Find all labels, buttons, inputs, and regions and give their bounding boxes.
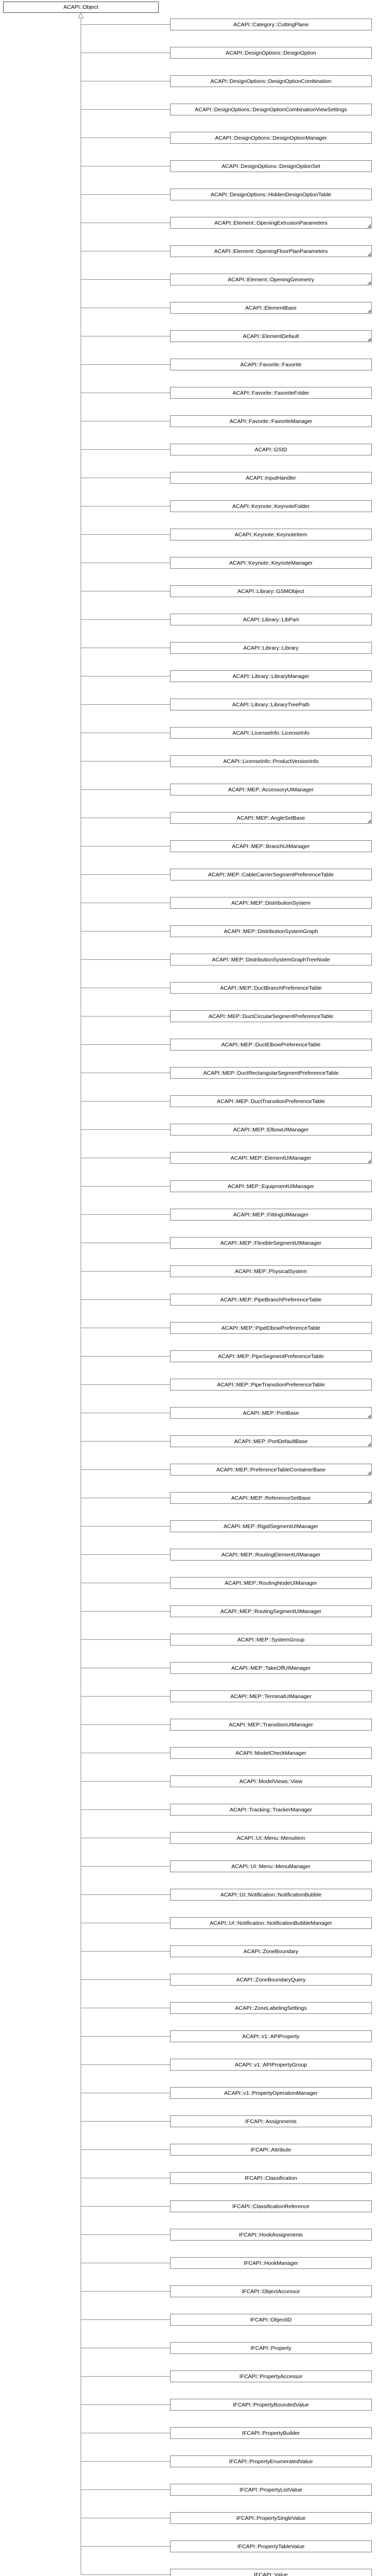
class-node-label: ACAPI::Library::Library <box>243 645 299 651</box>
class-node[interactable] <box>170 1917 372 1929</box>
class-node[interactable] <box>170 2427 372 2439</box>
class-node[interactable] <box>170 727 372 739</box>
class-node-label: ACAPI::Keynote::KeynoteItem <box>234 531 307 538</box>
class-node-label: ACAPI::UI::Menu::MenuManager <box>231 1863 311 1870</box>
class-node[interactable] <box>170 2200 372 2212</box>
class-node-label: ACAPI::Element::OpeningFloorPlanParameters <box>214 248 328 255</box>
class-node-label: ACAPI::MEP::DuctElbowPreferenceTable <box>221 1041 321 1048</box>
class-node[interactable] <box>170 1492 372 1504</box>
class-node-label: ACAPI::MEP::RoutingNodeUIManager <box>225 1580 317 1586</box>
class-node-label: ACAPI::MEP::BranchUIManager <box>232 843 310 850</box>
class-node[interactable] <box>170 1889 372 1901</box>
inheritance-arrow <box>78 13 83 18</box>
fold-corner-icon <box>367 252 371 256</box>
class-node[interactable] <box>170 869 372 880</box>
class-node-label: IFCAPI::Property <box>250 2345 292 2351</box>
class-node[interactable] <box>170 1690 372 1702</box>
class-node-label: ACAPI::ModelViews::View <box>239 1778 303 1785</box>
class-node[interactable] <box>170 529 372 540</box>
class-node[interactable] <box>170 2512 372 2524</box>
root-class-node[interactable] <box>3 2 159 13</box>
class-node-label: ACAPI::Category::CuttingPlane <box>233 21 309 28</box>
fold-corner-icon <box>367 819 371 823</box>
class-node[interactable] <box>170 812 372 824</box>
class-node[interactable] <box>170 1804 372 1816</box>
class-node-label: ACAPI::MEP::EquipmentUIManager <box>227 1183 315 1190</box>
class-node[interactable] <box>170 2569 372 2576</box>
class-node-label: ACAPI::ZoneBoundary <box>243 1948 299 1955</box>
class-node[interactable] <box>170 1095 372 1107</box>
fold-corner-icon <box>367 1159 371 1163</box>
fold-corner-icon <box>367 1414 371 1418</box>
class-node-label: ACAPI::MEP::FlexibleSegmentUIManager <box>220 1240 322 1246</box>
class-node[interactable] <box>170 925 372 937</box>
class-node-label: IFCAPI::PropertySingleValue <box>236 2515 306 2521</box>
class-node-label: ACAPI::v1::APIProperty <box>242 2033 300 2040</box>
class-node-label: ACAPI::ZoneBoundaryQuery <box>236 1976 306 1983</box>
class-node[interactable] <box>170 47 372 59</box>
class-node[interactable] <box>170 2314 372 2326</box>
class-node-label: IFCAPI::PropertyEnumeratedValue <box>229 2458 313 2465</box>
class-node-label: ACAPI::MEP::TerminalUIManager <box>230 1693 312 1700</box>
class-node-label: ACAPI::Element::OpeningExtrusionParameters <box>214 219 328 226</box>
class-node-label: IFCAPI::PropertyBoundedValue <box>233 2401 309 2408</box>
class-node-label: ACAPI::MEP::ElbowUIManager <box>233 1126 309 1133</box>
class-node-label: ACAPI::Keynote::KeynoteFolder <box>232 503 310 510</box>
class-node[interactable] <box>170 245 372 257</box>
class-node[interactable] <box>170 670 372 682</box>
class-node[interactable] <box>170 104 372 115</box>
class-node[interactable] <box>170 784 372 795</box>
class-node[interactable] <box>170 755 372 767</box>
class-node-label: IFCAPI::Classification <box>245 2175 297 2181</box>
class-node[interactable] <box>170 1350 372 1362</box>
class-node-label: ACAPI::MEP::DuctBranchPreferenceTable <box>220 985 322 991</box>
class-node-label: ACAPI::DesignOptions::DesignOptionManager <box>215 134 327 141</box>
class-node[interactable] <box>170 2484 372 2496</box>
class-node[interactable] <box>170 982 372 994</box>
class-node[interactable] <box>170 2144 372 2156</box>
class-node-label: ACAPI::MEP::PipeTransitionPreferenceTable <box>217 1381 325 1388</box>
class-node[interactable] <box>170 1322 372 1334</box>
class-node-label: ACAPI::MEP::RoutingElementUIManager <box>221 1551 321 1558</box>
class-node-label: ACAPI::Licenselnfo::Licenselnfo <box>232 730 310 736</box>
class-node-label: ACAPI::MEP::DuctCircularSegmentPreferenceTable <box>208 1013 334 1020</box>
class-node-label: ACAPI::MEP::PortDefaultBase <box>234 1438 308 1445</box>
class-node-label: ACAPI::ZoneLabelingSettings <box>235 2005 307 2011</box>
class-node[interactable] <box>170 1974 372 1986</box>
class-node-label: ACAPI::InputHandler <box>246 474 296 481</box>
class-node[interactable] <box>170 2087 372 2099</box>
class-node-label: ACAPI::MEP::PipeBranchPreferenceTable <box>220 1296 322 1303</box>
class-node[interactable] <box>170 1832 372 1844</box>
class-node-label: IFCAPI::PropertyTableValue <box>237 2543 305 2550</box>
class-node-label: IFCAPI::ClassificationReference <box>232 2203 310 2210</box>
class-node-label: ACAPI::v1::APIPropertyGroup <box>234 2061 307 2068</box>
class-node-label: ACAPI::DesignOptions::DesignOption <box>226 49 316 56</box>
class-node[interactable] <box>170 1237 372 1249</box>
class-node-label: ACAPI::MEP::SystemGroup <box>237 1636 305 1643</box>
class-node[interactable] <box>170 1209 372 1221</box>
class-node-label: ACAPI::Licenselnfo::ProductVersionInfo <box>223 758 319 765</box>
class-node[interactable] <box>170 217 372 229</box>
class-node[interactable] <box>170 415 372 427</box>
class-node[interactable] <box>170 1010 372 1022</box>
class-node[interactable] <box>170 1634 372 1646</box>
class-node[interactable] <box>170 1945 372 1957</box>
root-class-label: ACAPI::Object <box>63 4 98 10</box>
class-node[interactable] <box>170 1180 372 1192</box>
class-node-label: ACAPI::MEP::PortBase <box>243 1410 299 1416</box>
class-node[interactable] <box>170 557 372 569</box>
class-node-label: ACAPI::v1::PropertyOperationManager <box>224 2090 318 2096</box>
class-node-label: IFCAPI::PropertyListValue <box>239 2486 302 2493</box>
class-node[interactable] <box>170 1464 372 1476</box>
class-node[interactable] <box>170 1039 372 1050</box>
class-node[interactable] <box>170 1265 372 1277</box>
class-node-label: ACAPI::ModelCheckManager <box>235 1750 306 1756</box>
class-node[interactable] <box>170 840 372 852</box>
class-node-label: IFCAPI::Assignments <box>245 2118 297 2125</box>
class-node-label: ACAPI::UI::Notification::NotificationBubbleManager <box>210 1920 332 1926</box>
class-node[interactable] <box>170 2229 372 2241</box>
class-node-label: ACAPI::MEP::DistributionSystemGraph <box>224 928 318 935</box>
class-node[interactable] <box>170 2059 372 2071</box>
class-node[interactable] <box>170 330 372 342</box>
class-node[interactable] <box>170 2030 372 2042</box>
class-node-label: ACAPI::DesignOptions::DesignOptionCombination <box>210 78 332 84</box>
class-node[interactable] <box>170 2399 372 2411</box>
class-node[interactable] <box>170 302 372 314</box>
class-node-label: ACAPI::ElementBase <box>245 304 297 311</box>
class-node[interactable] <box>170 1577 372 1589</box>
class-node-label: IFCAPI::ObjectAccessor <box>242 2288 300 2295</box>
class-node[interactable] <box>170 359 372 370</box>
class-node-label: ACAPI::MEP::ReferenceSetBase <box>231 1495 311 1501</box>
class-node-label: ACAPI::MEP::DuctTransitionPreferenceTable <box>217 1098 325 1105</box>
fold-corner-icon <box>367 281 371 284</box>
class-node-label: ACAPI::UI::Menu::MenuItem <box>236 1835 305 1841</box>
class-node-label: ACAPI::Favorite::FavoriteFolder <box>232 389 310 396</box>
class-node[interactable] <box>170 2540 372 2552</box>
class-node-label: ACAPI::MEP::DistributionSystemGraphTreeNode <box>212 956 330 963</box>
class-node[interactable] <box>170 585 372 597</box>
class-node-label: ACAPI::Keynote::KeynoteManager <box>229 560 313 566</box>
class-node[interactable] <box>170 2002 372 2014</box>
class-node-label: ACAPI::Library::LibPart <box>243 616 299 623</box>
class-node-label: ACAPI::MEP::PreferenceTableContainerBase <box>216 1466 325 1473</box>
class-node-label: IFCAPI::Attribute <box>250 2146 292 2153</box>
class-node[interactable] <box>170 2115 372 2127</box>
class-node[interactable] <box>170 897 372 909</box>
fold-corner-icon <box>367 1499 371 1503</box>
class-node-label: ACAPI::MEP::FittingUIManager <box>233 1211 309 1218</box>
class-node[interactable] <box>170 160 372 172</box>
class-node-label: ACAPI::DesignOptions::HiddenDesignOptionTable <box>210 191 332 198</box>
class-node-label: ACAPI::Tracking::TrackerManager <box>230 1806 312 1813</box>
class-node-label: ACAPI::MEP::PipeElbowPreferenceTable <box>221 1325 320 1331</box>
class-node[interactable] <box>170 500 372 512</box>
class-node-label: IFCAPI::Value <box>254 2571 288 2576</box>
fold-corner-icon <box>367 1443 371 1446</box>
class-node-label: IFCAPI::HookManager <box>244 2260 298 2266</box>
class-node[interactable] <box>170 1294 372 1306</box>
class-node-label: ACAPI::MEP::RoutingSegmentUIManager <box>220 1608 322 1615</box>
class-node[interactable] <box>170 1407 372 1419</box>
class-node[interactable] <box>170 444 372 455</box>
class-node[interactable] <box>170 2285 372 2297</box>
class-node[interactable] <box>170 19 372 30</box>
class-node-label: ACAPI::MEP::DuctRectangularSegmentPreferenceTable <box>203 1070 339 1076</box>
class-node-label: ACAPI::MEP::PipeSegmentPreferenceTable <box>218 1353 324 1360</box>
class-node-label: ACAPI::MEP::AccessoryUIManager <box>228 786 314 793</box>
class-node-label: ACAPI::Favorite::Favorite <box>240 361 302 368</box>
class-node[interactable] <box>170 1067 372 1079</box>
class-node-label: ACAPI::Library::LibraryTreePath <box>232 701 310 708</box>
class-node-label: ACAPI::MEP::RigidSegmentUIManager <box>224 1523 318 1530</box>
class-node-label: ACAPI::GSID <box>254 446 287 453</box>
class-node-label: ACAPI::MEP::TakeOffUIManager <box>231 1665 311 1671</box>
class-node[interactable] <box>170 1435 372 1447</box>
fold-corner-icon <box>367 224 371 228</box>
class-node[interactable] <box>170 1747 372 1759</box>
class-node-label: IFCAPI::ObjectID <box>250 2316 292 2323</box>
class-node-label: ACAPI::Favorite::FavoriteManager <box>229 418 313 425</box>
class-node[interactable] <box>170 1719 372 1731</box>
class-node[interactable] <box>170 1152 372 1164</box>
class-node-label: ACAPI::MEP::ElementUIManager <box>230 1155 312 1161</box>
class-node-label: ACAPI::ElementDefault <box>243 333 299 340</box>
class-node-label: ACAPI::UI::Notification::NotificationBubble <box>220 1891 322 1898</box>
class-node[interactable] <box>170 1860 372 1872</box>
class-node[interactable] <box>170 387 372 399</box>
class-node-label: ACAPI::MEP::CableCarrierSegmentPreferenceTable <box>208 871 334 878</box>
class-node[interactable] <box>170 699 372 710</box>
class-node[interactable] <box>170 1605 372 1617</box>
class-node-label: ACAPI::Library::LibraryManager <box>232 673 310 680</box>
class-node[interactable] <box>170 2257 372 2269</box>
fold-corner-icon <box>367 309 371 313</box>
class-node-label: ACAPI::MEP::AngleSetBase <box>236 815 305 821</box>
class-node[interactable] <box>170 2172 372 2184</box>
class-node[interactable] <box>170 472 372 484</box>
class-node[interactable] <box>170 614 372 625</box>
class-node-label: IFCAPI::HookAssignments <box>238 2231 303 2238</box>
class-node[interactable] <box>170 1379 372 1391</box>
class-node-label: ACAPI::Library::GSMObject <box>237 588 304 595</box>
class-node[interactable] <box>170 954 372 965</box>
class-node-label: ACAPI::DesignOptions::DesignOptionCombinationViewSettings <box>195 106 347 113</box>
class-node[interactable] <box>170 75 372 87</box>
fold-corner-icon <box>367 337 371 341</box>
class-node-label: ACAPI::Element::OpeningGeometry <box>228 276 314 283</box>
class-node-label: ACAPI::DesignOptions::DesignOptionSet <box>221 163 320 170</box>
class-node-label: ACAPI::MEP::DistributionSystem <box>231 900 311 906</box>
fold-corner-icon <box>367 1471 371 1475</box>
class-node[interactable] <box>170 132 372 144</box>
class-node-label: ACAPI::MEP::PhysicalSystem <box>234 1268 307 1275</box>
class-node-label: IFCAPI::PropertyAccessor <box>239 2373 303 2380</box>
class-node-label: IFCAPI::PropertyBuilder <box>242 2430 300 2436</box>
class-node[interactable] <box>170 1775 372 1787</box>
class-node[interactable] <box>170 2342 372 2354</box>
class-node[interactable] <box>170 2370 372 2382</box>
class-node[interactable] <box>170 642 372 654</box>
class-node[interactable] <box>170 1549 372 1561</box>
class-node[interactable] <box>170 1124 372 1136</box>
class-node[interactable] <box>170 2455 372 2467</box>
class-node[interactable] <box>170 274 372 285</box>
class-node-label: ACAPI::MEP::TransitionUIManager <box>229 1721 313 1728</box>
class-node[interactable] <box>170 189 372 200</box>
class-node[interactable] <box>170 1662 372 1674</box>
class-node[interactable] <box>170 1520 372 1532</box>
